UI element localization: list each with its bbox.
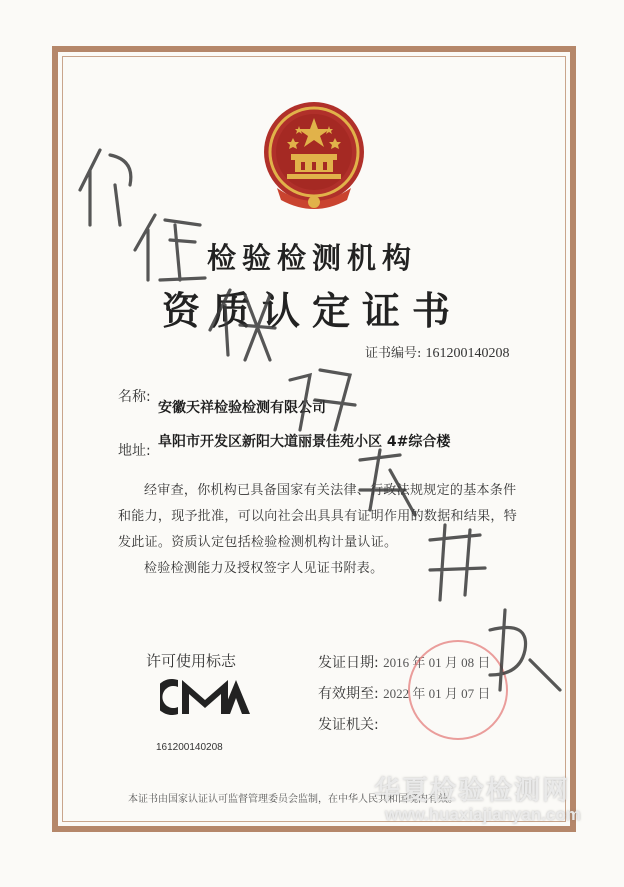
site-watermark-url: www.huaxiajianyan.com	[385, 805, 581, 824]
body-paragraph: 检验检测能力及授权签字人见证书附表。	[144, 561, 384, 576]
certificate-number	[365, 342, 510, 362]
site-watermark-name: 华夏检验检测网	[374, 775, 571, 805]
organization-name: 安徽天祥检验检测有限公司	[158, 400, 326, 416]
license-mark-label: 许可使用标志	[146, 652, 237, 670]
name-label: 名称:	[118, 389, 151, 405]
national-emblem-icon	[259, 96, 369, 214]
cma-logo-icon	[160, 676, 250, 718]
certificate-number-value: 161200140208	[425, 346, 510, 361]
organization-address: 阜阳市开发区新阳大道丽景佳苑小区 4#综合楼	[158, 434, 451, 450]
certificate-title-line2: 资质认定证书	[161, 289, 462, 333]
valid-until-value: 2022 年 01 月 07 日	[383, 686, 491, 701]
issue-date-value: 2016 年 01 月 08 日	[383, 655, 491, 670]
official-seal-stamp	[408, 640, 508, 740]
certificate-body	[118, 478, 518, 582]
body-paragraph: 经审查，你机构已具备国家有关法律、行政法规规定的基本条件和能力，现予批准，可以向社会出具具有证明作用的数据和结果，特发此证。资质认定包括检验检测机构计量认证。	[118, 483, 518, 550]
footer-note: 本证书由国家认证认可监督管理委员会监制，在中华人民共和国境内有效。	[128, 794, 458, 805]
issuing-authority-label: 发证机关:	[318, 717, 379, 733]
cma-number: 161200140208	[156, 742, 223, 753]
certificate-title-line1: 检验检测机构	[206, 241, 417, 275]
valid-until-label: 有效期至:	[318, 686, 379, 702]
certificate-number-label: 证书编号:	[365, 346, 422, 361]
issue-date-label: 发证日期:	[318, 655, 379, 671]
address-label: 地址:	[118, 443, 151, 459]
issuing-authority	[318, 714, 379, 734]
